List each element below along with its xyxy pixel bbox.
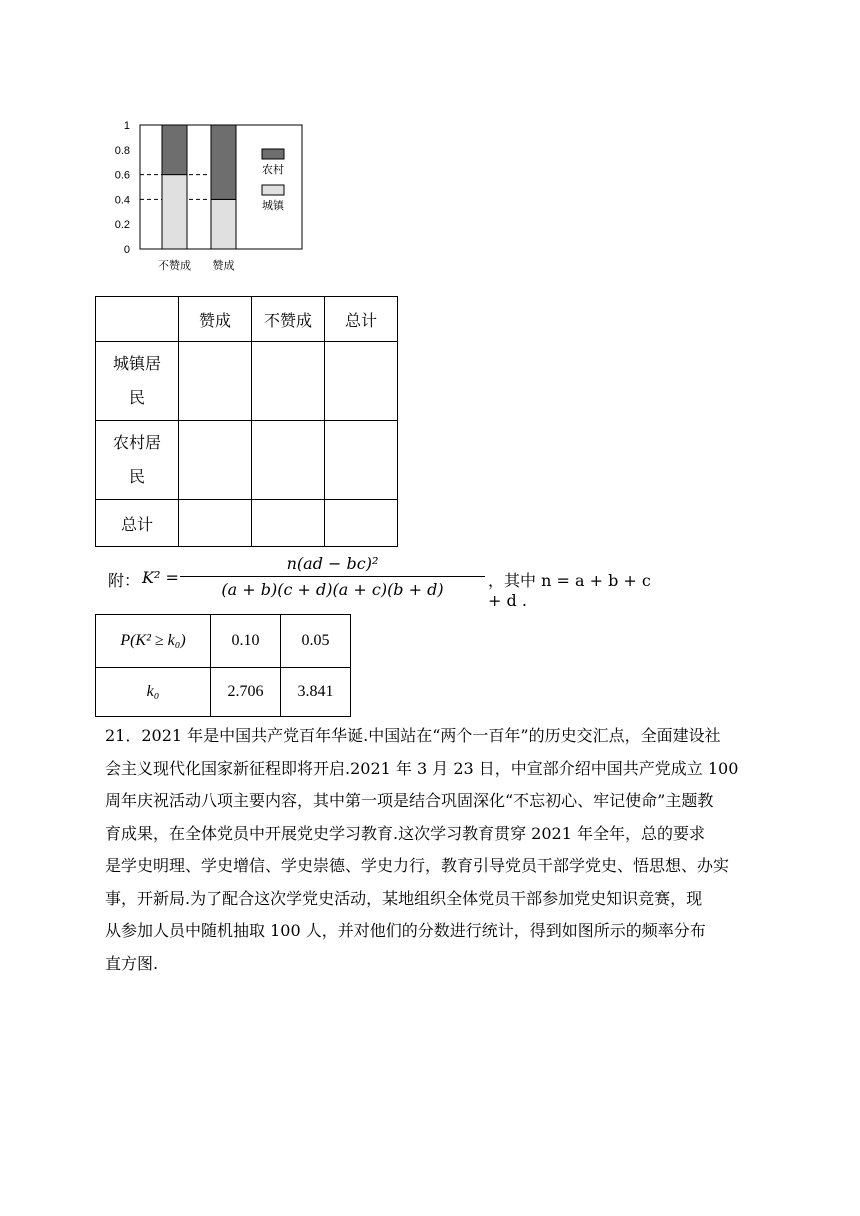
bar-segment (211, 125, 236, 199)
bar-segment (162, 125, 187, 175)
y-tick-label: 0 (123, 244, 130, 256)
table-cell (179, 500, 252, 547)
paragraph-line: 21．2021 年是中国共产党百年华诞.中国站在“两个一百年”的历史交汇点，全面建设社 (105, 726, 721, 745)
k0-header: k₀ (96, 668, 211, 717)
formula-numerator: n(ad − bc)² (286, 554, 379, 573)
paragraph-line: 事，开新局.为了配合这次学党史活动，某地组织全体党员干部参加党史知识竞赛，现 (105, 888, 703, 908)
row-label-line: 民 (128, 467, 145, 486)
formula-denominator: (a + b)(c + d)(a + c)(b + d) (221, 580, 444, 599)
table-cell (252, 342, 325, 421)
y-tick-label: 0.4 (114, 194, 130, 207)
chi-square-formula (108, 552, 668, 608)
legend-swatch (262, 149, 284, 159)
question-21-text (105, 720, 765, 980)
formula-lhs: K² = (142, 568, 179, 587)
table-cell (252, 500, 325, 547)
contingency-table (95, 296, 398, 547)
y-tick-label: 0.6 (114, 169, 130, 182)
formula-suffix: ，其中 n = a + b + c + d . (488, 571, 651, 610)
formula-prefix: 附： (108, 571, 141, 590)
paragraph-line: 周年庆祝活动八项主要内容，其中第一项是结合巩固深化“不忘初心、牢记使命”主题教 (105, 791, 714, 810)
paragraph-line: 是学史明理、学史增信、学史崇德、学史力行，教育引导党员干部学党史、悟思想、办实 (105, 856, 730, 875)
row-label-line: 农村居 (112, 433, 161, 452)
bar-segment (162, 175, 187, 249)
row-label-rural (96, 421, 179, 500)
y-tick-label: 0.2 (114, 219, 130, 232)
x-axis-labels (158, 258, 235, 272)
table-cell (325, 342, 398, 421)
x-tick-label: 不赞成 (158, 260, 191, 272)
table-cell (252, 421, 325, 500)
paragraph-line: 会主义现代化国家新征程即将开启.2021 年 3 月 23 日，中宣部介绍中国共产党成立 100 (105, 758, 739, 778)
paragraph-line: 直方图. (105, 953, 159, 973)
legend-label: 农村 (262, 164, 284, 176)
paragraph-line: 从参加人员中随机抽取 100 人，并对他们的分数进行统计，得到如图所示的频率分布 (105, 921, 706, 940)
x-tick-label: 赞成 (212, 260, 235, 272)
table-cell: 0.05 (281, 615, 351, 668)
legend-swatch (262, 185, 284, 195)
row-label-total: 总计 (96, 500, 179, 547)
formula-fraction (180, 552, 485, 603)
bars (162, 125, 236, 249)
prob-header: P(K² ≥ k₀) (96, 615, 211, 668)
y-tick-label: 1 (123, 120, 130, 132)
table-cell: 0.10 (211, 615, 281, 668)
critical-value-table (95, 614, 351, 717)
row-label-line: 城镇居 (112, 354, 161, 373)
y-axis-ticks (115, 120, 130, 256)
table-cell: 3.841 (281, 668, 351, 717)
legend-label: 城镇 (262, 200, 284, 212)
bar-segment (211, 199, 236, 249)
header-cell-disagree: 不赞成 (252, 297, 325, 342)
row-label-line: 民 (128, 388, 145, 407)
header-cell-empty (96, 297, 179, 342)
table-cell (179, 342, 252, 421)
row-label-urban (96, 342, 179, 421)
table-cell (179, 421, 252, 500)
table-cell: 2.706 (211, 668, 281, 717)
table-cell (325, 500, 398, 547)
paragraph-line: 育成果，在全体党员中开展党史学习教育.这次学习教育贯穿 2021 年全年，总的要求 (105, 823, 705, 843)
header-cell-agree: 赞成 (179, 297, 252, 342)
legend (262, 149, 285, 212)
table-cell (325, 421, 398, 500)
header-cell-total: 总计 (325, 297, 398, 342)
y-tick-label: 0.8 (114, 144, 130, 157)
stacked-bar-chart (110, 115, 310, 275)
